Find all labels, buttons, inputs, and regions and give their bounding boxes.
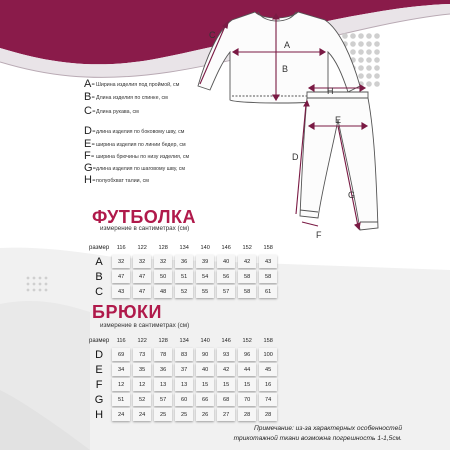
table-cell: 58	[238, 270, 256, 283]
shirt-title: ФУТБОЛКА	[92, 207, 196, 227]
legend-text-h: полуобхват талии, см	[96, 178, 149, 184]
row-label: B	[95, 270, 103, 283]
table-cell: 13	[154, 378, 172, 391]
row-label: A	[95, 255, 103, 268]
table-cell: 24	[112, 408, 130, 421]
size-header: 146	[221, 245, 231, 251]
table-cell: 48	[154, 285, 172, 298]
table-cell: 25	[154, 408, 172, 421]
diagram-letter-f: F	[316, 230, 322, 240]
table-cell: 36	[175, 255, 193, 268]
table-cell: 12	[112, 378, 130, 391]
legend-letter-d: D-	[84, 125, 96, 137]
table-cell: 61	[259, 285, 277, 298]
legend-letter-b: B-	[84, 91, 95, 103]
table-row	[89, 285, 277, 298]
table-cell: 15	[217, 378, 235, 391]
table-cell: 57	[154, 393, 172, 406]
row-label: F	[95, 378, 103, 391]
table-cell: 47	[112, 270, 130, 283]
shirt-subtitle: измерение в сантиметрах (см)	[100, 225, 190, 232]
diagram-letter-c: C	[209, 30, 216, 40]
table-cell: 51	[175, 270, 193, 283]
size-header: 140	[200, 245, 210, 251]
size-header: 116	[116, 338, 126, 344]
table-cell: 40	[196, 363, 214, 376]
table-row	[89, 378, 277, 391]
diagram-letter-d: D	[292, 152, 299, 162]
size-header: 152	[242, 245, 252, 251]
table-cell: 16	[259, 378, 277, 391]
table-cell: 74	[259, 393, 277, 406]
table-cell: 83	[175, 348, 193, 361]
table-cell: 37	[175, 363, 193, 376]
table-cell: 15	[238, 378, 256, 391]
pants-outline	[300, 92, 378, 230]
table-cell: 66	[196, 393, 214, 406]
table-cell: 100	[259, 348, 277, 361]
table-cell: 44	[238, 363, 256, 376]
table-row	[89, 270, 277, 283]
legend-text-a: Ширина изделия под проймой, см	[96, 82, 180, 88]
legend-text-f: ширина брючины по низу изделия, см	[96, 154, 190, 160]
row-label: C	[95, 285, 104, 298]
table-cell: 70	[238, 393, 256, 406]
note-line-1: Примечание: из-за характерных особенностей	[254, 425, 402, 432]
table-cell: 58	[238, 285, 256, 298]
table-cell: 28	[259, 408, 277, 421]
table-cell: 78	[154, 348, 172, 361]
table-cell: 28	[238, 408, 256, 421]
legend-letter-h: H-	[84, 174, 96, 186]
table-cell: 40	[217, 255, 235, 268]
size-header: 128	[158, 245, 168, 251]
table-cell: 54	[196, 270, 214, 283]
table-cell: 42	[217, 363, 235, 376]
diagram-letter-b: B	[282, 64, 289, 74]
size-label: размер	[89, 338, 110, 344]
table-cell: 15	[196, 378, 214, 391]
table-row	[89, 363, 277, 376]
diagram-letter-h: H	[327, 86, 334, 96]
row-label: G	[94, 393, 104, 406]
table-cell: 32	[133, 255, 151, 268]
size-header: 152	[242, 338, 252, 344]
row-label: H	[95, 408, 104, 421]
table-cell: 13	[175, 378, 193, 391]
table-cell: 52	[133, 393, 151, 406]
shirt-size-table	[86, 241, 280, 300]
table-cell: 51	[112, 393, 130, 406]
row-label: E	[95, 363, 103, 376]
table-row	[89, 408, 277, 421]
size-header: 128	[158, 338, 168, 344]
table-cell: 56	[217, 270, 235, 283]
table-cell: 43	[112, 285, 130, 298]
table-row	[89, 393, 277, 406]
table-cell: 69	[112, 348, 130, 361]
legend-text-g: длина изделия по шаговому шву, см	[96, 166, 186, 172]
legend-letter-e: E-	[84, 138, 95, 150]
legend-letter-c: C-	[84, 105, 96, 117]
table-cell: 60	[175, 393, 193, 406]
table-cell: 55	[196, 285, 214, 298]
table-cell: 52	[175, 285, 193, 298]
size-header: 158	[263, 338, 273, 344]
legend-text-c: Длина рукава, см	[96, 109, 139, 115]
table-cell: 34	[112, 363, 130, 376]
row-label: D	[95, 348, 104, 361]
note-line-2: трикотажной ткани возможна погрешность 1-1,5см.	[233, 435, 402, 442]
pants-title: БРЮКИ	[92, 302, 162, 322]
table-header-row	[89, 336, 277, 346]
size-header: 158	[263, 245, 273, 251]
table-cell: 68	[217, 393, 235, 406]
table-header-row	[89, 243, 277, 253]
table-cell: 58	[259, 270, 277, 283]
pants-size-table	[86, 334, 280, 423]
table-cell: 24	[133, 408, 151, 421]
table-cell: 73	[133, 348, 151, 361]
table-cell: 90	[196, 348, 214, 361]
note	[234, 424, 402, 444]
table-cell: 35	[133, 363, 151, 376]
size-header: 134	[179, 338, 189, 344]
legend-text-b: Длина изделия по спинке, см	[96, 95, 168, 101]
legend-letter-g: G-	[84, 162, 97, 174]
table-cell: 27	[217, 408, 235, 421]
table-cell: 57	[217, 285, 235, 298]
table-cell: 45	[259, 363, 277, 376]
table-cell: 12	[133, 378, 151, 391]
legend-text-e: ширина изделия по линии бедер, см	[96, 142, 186, 148]
table-cell: 26	[196, 408, 214, 421]
size-header: 140	[200, 338, 210, 344]
shirt-outline	[198, 12, 360, 103]
size-header: 122	[137, 245, 147, 251]
legend-letter-a: A-	[84, 78, 95, 90]
table-cell: 32	[154, 255, 172, 268]
legend-letter-f: F-	[84, 150, 95, 162]
table-cell: 43	[259, 255, 277, 268]
size-label: размер	[89, 245, 110, 251]
size-header: 134	[179, 245, 189, 251]
table-row	[89, 255, 277, 268]
table-cell: 32	[112, 255, 130, 268]
table-cell: 93	[217, 348, 235, 361]
table-cell: 25	[175, 408, 193, 421]
diagram-letter-a: A	[284, 40, 291, 50]
diagram-letter-e: E	[335, 115, 342, 125]
pants-subtitle: измерение в сантиметрах (см)	[100, 322, 190, 329]
size-header: 146	[221, 338, 231, 344]
table-cell: 96	[238, 348, 256, 361]
table-cell: 47	[133, 285, 151, 298]
table-cell: 39	[196, 255, 214, 268]
table-cell: 42	[238, 255, 256, 268]
table-cell: 47	[133, 270, 151, 283]
legend-text-d: длина изделия по боковому шву, см	[96, 129, 185, 135]
size-header: 116	[116, 245, 126, 251]
table-row	[89, 348, 277, 361]
table-cell: 50	[154, 270, 172, 283]
size-header: 122	[137, 338, 147, 344]
table-cell: 36	[154, 363, 172, 376]
diagram-letter-g: G	[348, 190, 356, 200]
